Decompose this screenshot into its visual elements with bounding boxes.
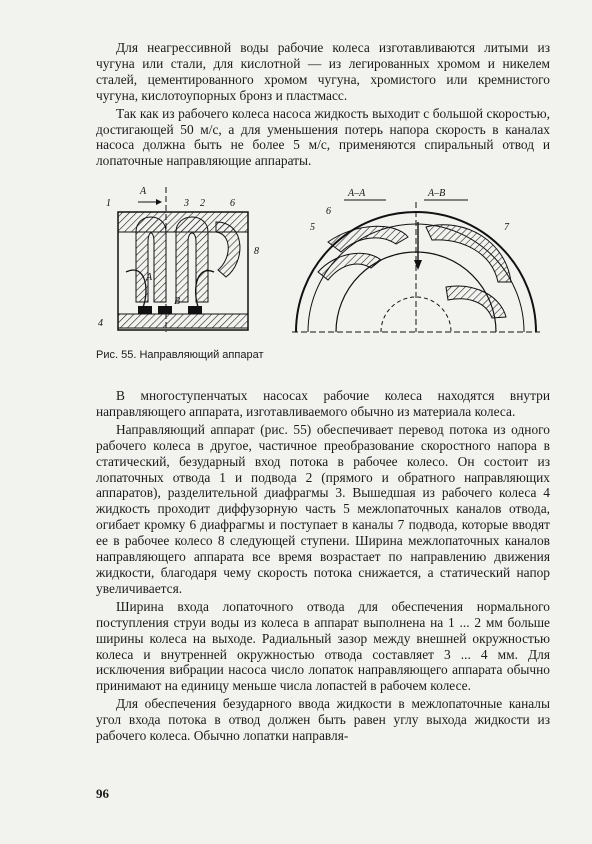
paragraph-6: Для обеспечения безударного ввода жидкости в межлопаточные каналы угол входа потока в отвод должен быть равен углу выхода жидкости из рабочего колеса. Обычно лопатки направля- [96,696,550,744]
label-3: 3 [184,198,189,209]
label-section-aa: A–A [348,188,366,199]
plan-view [292,188,540,332]
label-7: 7 [504,222,509,233]
label-a-inner: A [146,272,153,283]
page-number: 96 [96,786,109,801]
paragraph-5: Ширина входа лопаточного отвода для обеспечения нормального поступления струи воды из колеса в аппарат выполнена на 1 ... 2 мм больше ширины колеса на выходе. Радиальный зазор между внешней окружностью колеса и внутренней окружностью отвода составляет 3 ... 4 мм. Для исключения вибрации насоса число лопаток направляющего аппарата обычно принимают на единицу меньше числа лопастей в рабочем колесе. [96,598,550,694]
paragraph-4: Направляющий аппарат (рис. 55) обеспечивает перевод потока из одного рабочего колеса в другое, частичное преобразование скоростного напора в статический, безударный вход потока в рабочее колесо. Он состоит из лопаточных отвода 1 и подвода 2 (прямого и обратного направляющих аппаратов), разделительной диафрагмы 3. Вышедшая из рабочего колеса 4 жидкость проходит диффузорную часть 5 межлопаточных каналов отвода, огибает кромку 6 диафрагмы и поступает в каналы 7 подвода, которые вводят ее в рабочее колесо 8 следующей ступени. Ширина межлопаточных каналов направляющего аппарата все время возрастает по направлению движения жидкости, благодаря чему скорость потока снижается, а статический напор увеличивается. [96,421,550,596]
label-a-top: A [140,186,147,197]
figure-drawing [96,182,550,342]
paragraph-1: Для неагрессивной воды рабочие колеса изготавливаются литыми из чугуна или стали, для кислотной — из легированных хромом и никелем сталей, цементированного хромом чугуна, хромистого или кремнистого чугуна, кислотоупорных бронз и пластмасс. [96,40,550,103]
label-5: 5 [310,222,315,233]
label-4: 4 [98,318,103,329]
label-section-ab: A–B [428,188,446,199]
label-1: 1 [106,198,111,209]
figure-55 [96,182,550,342]
text-block-bottom [96,388,550,744]
label-2: 2 [200,198,205,209]
figure-caption: Рис. 55. Направляющий аппарат [96,349,264,361]
label-6: 6 [230,198,235,209]
paragraph-2: Так как из рабочего колеса насоса жидкость выходит с большой скоростью, достигающей 50 м/с, а для уменьшения потерь напора скорость в каналах насоса должна быть не более 5 м/с, применяются спиральный отвод и лопаточные направляющие аппараты. [96,105,550,169]
section-view [98,186,259,332]
label-6-right: 6 [326,206,331,217]
text-block-top [96,40,550,169]
paragraph-3: В многоступенчатых насосах рабочие колеса находятся внутри направляющего аппарата, изготавливаемого обычно из материала колеса. [96,388,550,419]
label-b-inner: B [174,296,181,307]
label-8: 8 [254,246,259,257]
